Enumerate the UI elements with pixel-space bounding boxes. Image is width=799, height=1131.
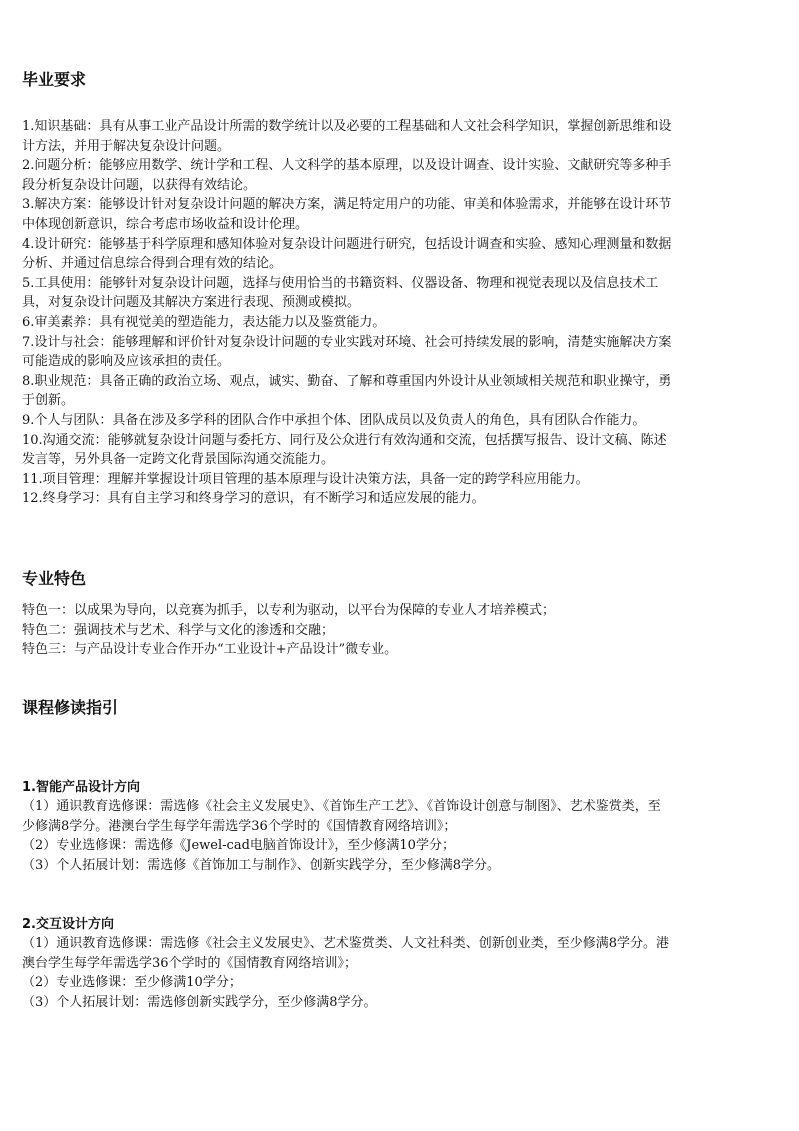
features-heading: 专业特色 (22, 569, 87, 588)
direction-items-interaction-design (22, 934, 672, 1012)
course-item: （1）通识教育选修课：需选修《社会主义发展史》、《首饰生产工艺》、《首饰设计创意与制图》、艺术鉴赏类，至少修满8学分。港澳台学生每学年需选学36个学时的《国情教育网络培训》； (22, 799, 661, 834)
feature-item: 特色一：以成果为导向，以竞赛为抓手，以专利为驱动，以平台为保障的专业人才培养模式； (22, 603, 556, 618)
course-item: （3）个人拓展计划：需选修创新实践学分，至少修满8学分。 (22, 994, 377, 1010)
requirement-item: 9.个人与团队：具备在涉及多学科的团队合作中承担个体、团队成员以及负责人的角色，具有团队合作能力。 (22, 412, 646, 428)
requirement-item: 11.项目管理：理解并掌握设计项目管理的基本原理与设计决策方法，具备一定的跨学科应用能力。 (22, 471, 589, 487)
features-list (22, 601, 672, 660)
course-item: （3）个人拓展计划：需选修《首饰加工与制作》、创新实践学分，至少修满8学分。 (22, 857, 501, 873)
requirement-item: 10.沟通交流：能够就复杂设计问题与委托方、同行及公众进行有效沟通和交流，包括撰写报告、设计文稿、陈述发言等，另外具备一定跨文化背景国际沟通交流能力。 (22, 432, 667, 468)
requirement-item: 3.解决方案：能够设计针对复杂设计问题的解决方案，满足特定用户的功能、审美和体验需求，并能够在设计环节中体现创新意识，综合考虑市场收益和设计伦理。 (22, 197, 672, 232)
requirement-item: 12.终身学习：具有自主学习和终身学习的意识，有不断学习和适应发展的能力。 (22, 491, 485, 507)
course-item: （2）专业选修课：需选修《Jewel-cad电脑首饰设计》，至少修满10学分； (22, 838, 455, 854)
requirement-item: 7.设计与社会：能够理解和评价针对复杂设计问题的专业实践对环境、社会可持续发展的影响，清楚实施解决方案可能造成的影响及应该承担的责任。 (22, 334, 672, 370)
direction-title-smart-product: 1.智能产品设计方向 (22, 780, 140, 795)
course-item: （1）通识教育选修课：需选修《社会主义发展史》、艺术鉴赏类、人文社科类、创新创业类，至少修满8学分。港澳台学生每学年需选学36个学时的《国情教育网络培训》； (22, 936, 670, 971)
requirement-item: 5.工具使用：能够针对复杂设计问题，选择与使用恰当的书籍资料、仪器设备、物理和视觉表现以及信息技术工具，对复杂设计问题及其解决方案进行表现、预测或模拟。 (22, 275, 659, 311)
direction-title-interaction-design: 2.交互设计方向 (22, 917, 114, 932)
feature-item: 特色二：强调技术与艺术、科学与文化的渗透和交融； (22, 622, 335, 638)
graduation-requirements-list (22, 117, 672, 509)
requirement-item: 6.审美素养：具有视觉美的塑造能力，表达能力以及鉴赏能力。 (22, 314, 386, 330)
requirement-item: 2.问题分析：能够应用数学、统计学和工程、人文科学的基本原理，以及设计调查、设计实验、文献研究等多种手段分析复杂设计问题，以获得有效结论。 (22, 158, 672, 193)
requirement-item: 1.知识基础：具有从事工业产品设计所需的数学统计以及必要的工程基础和人文社会科学知识，掌握创新思维和设计方法，并用于解决复杂设计问题。 (22, 119, 672, 154)
course-guide-heading: 课程修读指引 (22, 698, 119, 717)
feature-item: 特色三：与产品设计专业合作开办“工业设计+产品设计”微专业。 (22, 642, 398, 658)
requirement-item: 4.设计研究：能够基于科学原理和感知体验对复杂设计问题进行研究，包括设计调查和实验、感知心理测量和数据分析、并通过信息综合得到合理有效的结论。 (22, 236, 672, 272)
graduation-requirements-heading: 毕业要求 (22, 70, 87, 89)
direction-items-smart-product (22, 797, 672, 875)
requirement-item: 8.职业规范：具备正确的政治立场、观点，诚实、勤奋、了解和尊重国内外设计从业领域相关规范和职业操守，勇于创新。 (22, 373, 672, 409)
course-item: （2）专业选修课：至少修满10学分； (22, 975, 242, 991)
